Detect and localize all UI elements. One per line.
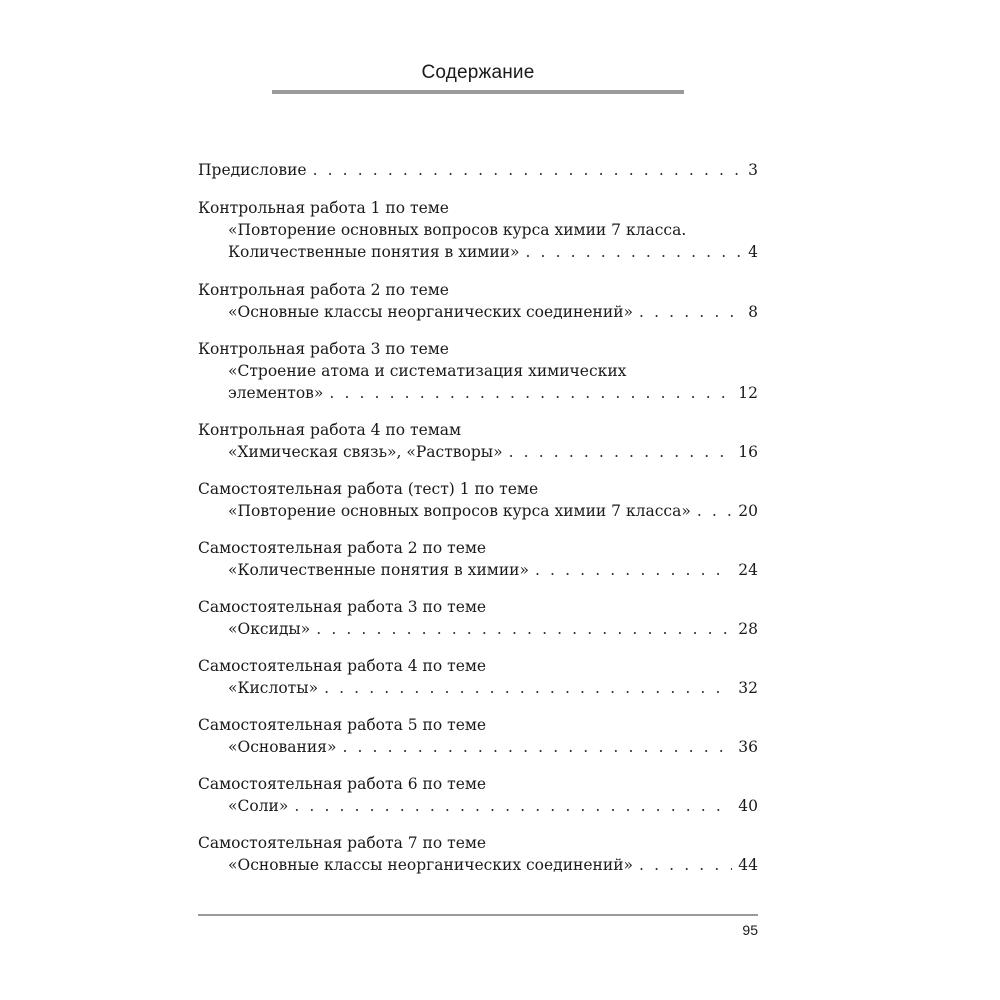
toc-entry-title: элементов» [228, 384, 324, 402]
dot-leader [526, 241, 743, 263]
toc-entry[interactable] [198, 596, 758, 640]
toc-page-number: 3 [748, 161, 758, 179]
toc-entry-line: «Строение атома и систематизация химических [228, 362, 627, 380]
toc-entry-line: Самостоятельная работа 6 по теме [198, 775, 487, 793]
toc-entry-final-line [198, 677, 758, 699]
dot-leader [316, 618, 732, 640]
toc-entry-final-line [198, 618, 758, 640]
toc-entry-line: Самостоятельная работа 5 по теме [198, 716, 487, 734]
toc-entry-title: «Химическая связь», «Растворы» [228, 443, 503, 461]
toc-entry[interactable] [198, 773, 758, 817]
dot-leader [329, 382, 732, 404]
toc-page-number: 16 [738, 443, 758, 461]
toc-entry[interactable] [198, 478, 758, 522]
toc-entry-final-line [198, 441, 758, 463]
dot-leader [535, 559, 732, 581]
toc-page-number: 24 [738, 561, 758, 579]
footer-divider [198, 914, 758, 916]
toc-entry[interactable] [198, 537, 758, 581]
toc-entry-final-line [198, 559, 758, 581]
toc-entry-final-line [198, 736, 758, 758]
page-title: Содержание [421, 62, 535, 83]
toc-entry-line: Самостоятельная работа 7 по теме [198, 834, 487, 852]
toc-page-number: 36 [738, 738, 758, 756]
toc-entry-final-line [198, 795, 758, 817]
toc-page-number: 32 [738, 679, 758, 697]
toc-entry-line: Контрольная работа 4 по темам [198, 421, 462, 439]
toc-entry[interactable] [198, 832, 758, 876]
dot-leader [313, 159, 743, 181]
toc-entry-line: Контрольная работа 3 по теме [198, 340, 449, 358]
toc-page-number: 4 [748, 243, 758, 261]
toc-entry-final-line [198, 854, 758, 876]
table-of-contents [198, 159, 758, 876]
toc-entry-final-line [198, 382, 758, 404]
toc-entry-title: «Оксиды» [228, 620, 311, 638]
toc-entry-line: «Повторение основных вопросов курса химии 7 класса. [228, 221, 687, 239]
toc-entry-final-line [198, 500, 758, 522]
dot-leader [324, 677, 732, 699]
toc-entry-line: Самостоятельная работа 3 по теме [198, 598, 487, 616]
toc-entry-title: «Количественные понятия в химии» [228, 561, 529, 579]
toc-page-number: 40 [738, 797, 758, 815]
dot-leader [294, 795, 732, 817]
toc-entry[interactable] [198, 197, 758, 263]
toc-entry-line: Самостоятельная работа 4 по теме [198, 657, 487, 675]
toc-entry-title: «Повторение основных вопросов курса химии 7 класса» [228, 502, 691, 520]
toc-entry[interactable] [198, 655, 758, 699]
toc-entry-title: «Соли» [228, 797, 289, 815]
toc-page-number: 28 [738, 620, 758, 638]
toc-entry-title: «Кислоты» [228, 679, 319, 697]
toc-entry-title: «Основные классы неорганических соединений» [228, 856, 634, 874]
toc-page-number: 44 [738, 856, 758, 874]
toc-entry-final-line [198, 159, 758, 181]
toc-entry[interactable] [198, 338, 758, 404]
toc-entry-line: Контрольная работа 2 по теме [198, 281, 449, 299]
toc-entry-final-line [198, 241, 758, 263]
dot-leader [639, 301, 742, 323]
toc-entry-title: Предисловие [198, 161, 307, 179]
header-divider [272, 90, 684, 94]
toc-entry-line: Контрольная работа 1 по теме [198, 199, 449, 217]
toc-entry[interactable] [198, 159, 758, 181]
toc-entry-title: Количественные понятия в химии» [228, 243, 520, 261]
toc-page-number: 12 [738, 384, 758, 402]
toc-entry[interactable] [198, 279, 758, 323]
toc-entry[interactable] [198, 714, 758, 758]
dot-leader [509, 441, 733, 463]
dot-leader [697, 500, 732, 522]
toc-page-number: 20 [738, 502, 758, 520]
toc-entry-title: «Основные классы неорганических соединений» [228, 303, 634, 321]
toc-entry-final-line [198, 301, 758, 323]
dot-leader [639, 854, 732, 876]
toc-entry-title: «Основания» [228, 738, 337, 756]
toc-entry-line: Самостоятельная работа (тест) 1 по теме [198, 480, 539, 498]
dot-leader [342, 736, 732, 758]
toc-entry-line: Самостоятельная работа 2 по теме [198, 539, 487, 557]
page-number: 95 [742, 922, 758, 938]
toc-entry[interactable] [198, 419, 758, 463]
toc-page-number: 8 [748, 303, 758, 321]
